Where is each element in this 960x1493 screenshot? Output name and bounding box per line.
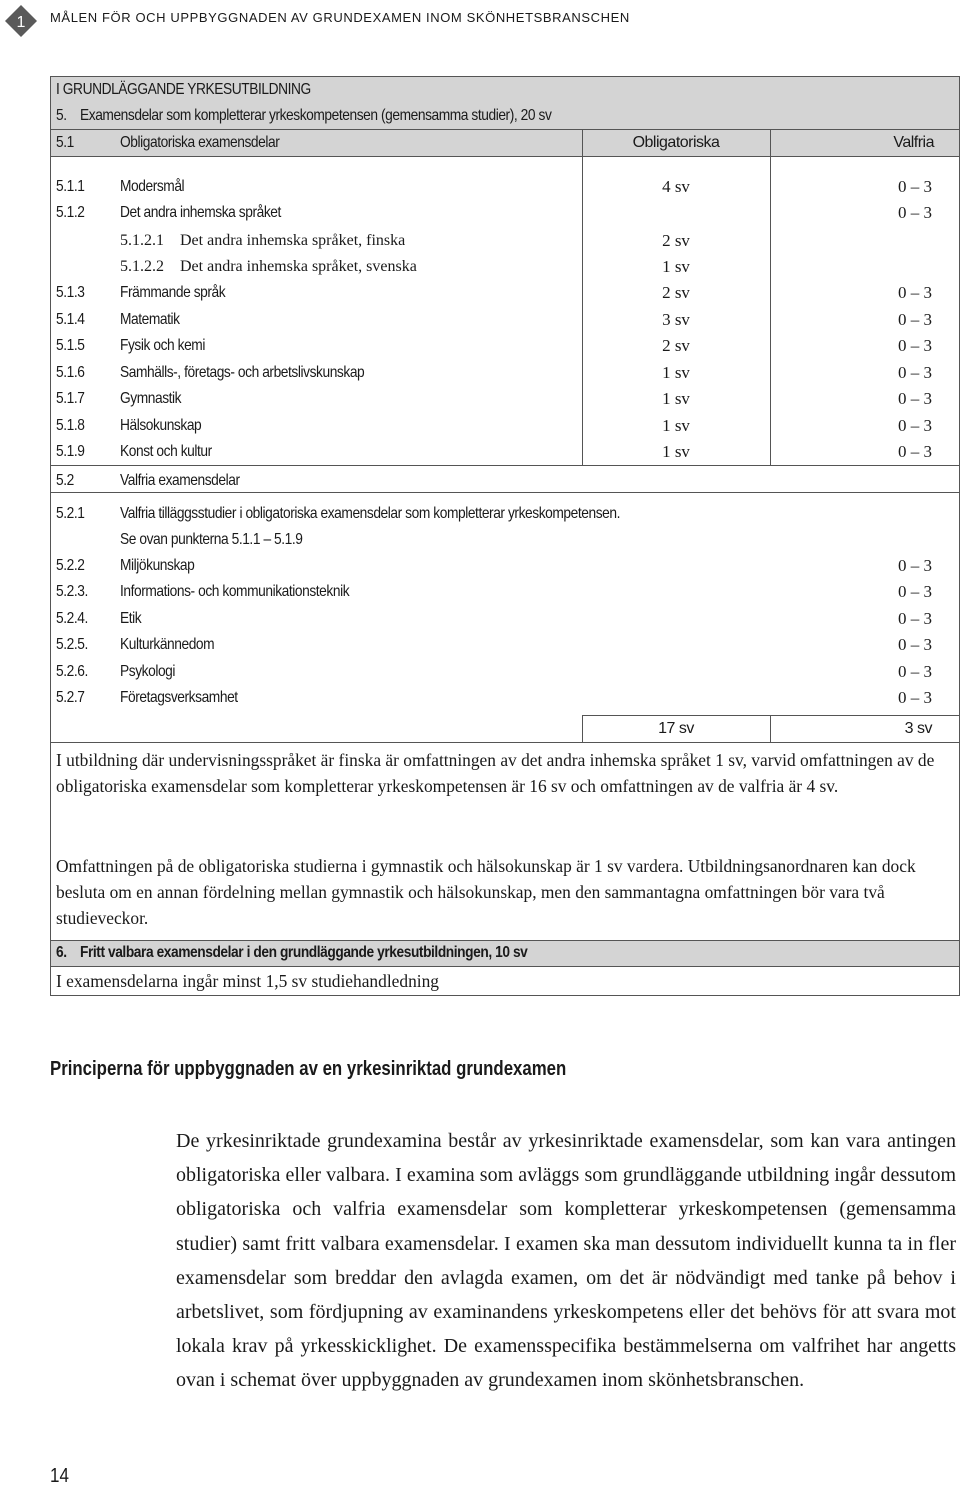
row-number: 5.1.4 [56, 311, 85, 328]
row-optional-value: 0 – 3 [898, 609, 932, 628]
row-obligatory-value: 2 sv [662, 336, 690, 355]
row-optional-value: 0 – 3 [898, 177, 932, 196]
total-obligatory: 17 sv [658, 720, 694, 737]
body-paragraph: De yrkesinriktade grundexamina består av yrkesinriktade examensdelar, som kan vara antingen obligatoriska eller valbara. I examina som avläggs som grundläggande utbildning ingår dessutom obligatoriska och valfria examensdelar som kompletterar yrkeskompetensen (gemensamma studier) samt fritt valbara examensdelar. I examen ska man dessutom individuellt kunna ta in fler examensdelar som breddar den avlagda examen, om det är nödvändigt med tanke på behov i arbetslivet, som fördjupning av examinandens yrkeskompetens eller det behövs för att svara mot lokala krav på yrkesskicklighet. De examensspecifika bestämmelserna om valfrihet har angetts ovan i schemat över uppbyggnaden av grundexamen inom skönhetsbranschen. [176, 1130, 956, 1392]
row-number: 5.2.7 [56, 689, 85, 706]
row-label: Etik [120, 610, 142, 627]
section6-label: Fritt valbara examensdelar i den grundläggande yrkesutbildningen, 10 sv [80, 944, 528, 961]
row-number: 5.1.2.2 [120, 258, 164, 275]
section5-number: 5. [56, 107, 67, 124]
section6-text: I examensdelarna ingår minst 1,5 sv studiehandledning [56, 971, 439, 991]
row-optional-value: 0 – 3 [898, 363, 932, 382]
row-number: 5.2.1 [56, 505, 85, 522]
row-number: 5.2.4. [56, 610, 88, 627]
row-optional-value: 0 – 3 [898, 416, 932, 435]
row-number: 5.1.3 [56, 284, 85, 301]
column-header-valfria: Valfria [893, 134, 934, 151]
row-label: Modersmål [120, 178, 185, 195]
running-header-title: MÅLEN FÖR OCH UPPBYGGNADEN AV GRUNDEXAMEN INOM SKÖNHETSBRANSCHEN [50, 10, 630, 25]
table-note-language: I utbildning där undervisningsspråket är finska är omfattningen av det andra inhemska språket 1 sv, varvid omfattningen av de obligatoriska examensdelar som kompletterar yrkeskompetensen är 16 sv och omfattningen av de valfria är 4 sv. [56, 750, 935, 796]
row-label: Kulturkännedom [120, 636, 215, 653]
row-label: Matematik [120, 311, 180, 328]
page-header [0, 0, 960, 44]
row-obligatory-value: 1 sv [662, 363, 690, 382]
row-optional-value: 0 – 3 [898, 582, 932, 601]
chapter-badge-icon [4, 4, 38, 38]
row-optional-value: 0 – 3 [898, 662, 932, 681]
column-header-obligatoriska: Obligatoriska [632, 134, 720, 151]
row-optional-value: 0 – 3 [898, 442, 932, 461]
section52-label: Valfria examensdelar [120, 472, 240, 489]
row-number: 5.1.9 [56, 443, 85, 460]
row-optional-value: 0 – 3 [898, 389, 932, 408]
section51-number: 5.1 [56, 134, 74, 151]
examination-structure-table [50, 76, 960, 996]
row-number: 5.1.8 [56, 417, 85, 434]
row-number: 5.2.5. [56, 636, 88, 653]
row-number: 5.1.1 [56, 178, 85, 195]
row-label: Valfria tilläggsstudier i obligatoriska examensdelar som kompletterar yrkeskompetensen. [120, 505, 620, 522]
row-optional-value: 0 – 3 [898, 283, 932, 302]
row-label: Fysik och kemi [120, 337, 205, 354]
row-obligatory-value: 3 sv [662, 310, 690, 329]
row-number: 5.2.6. [56, 663, 88, 680]
row-optional-value: 0 – 3 [898, 635, 932, 654]
row-obligatory-value: 1 sv [662, 257, 690, 276]
row-label: Det andra inhemska språket, svenska [180, 258, 417, 275]
row-number: 5.1.6 [56, 364, 85, 381]
row-number: 5.1.7 [56, 390, 85, 407]
row-label: Gymnastik [120, 390, 182, 407]
row-obligatory-value: 2 sv [662, 283, 690, 302]
row-label: Miljökunskap [120, 557, 195, 574]
row-label: Det andra inhemska språket [120, 204, 281, 221]
section51-label: Obligatoriska examensdelar [120, 134, 280, 151]
row-optional-value: 0 – 3 [898, 688, 932, 707]
row-obligatory-value: 1 sv [662, 416, 690, 435]
row-obligatory-value: 2 sv [662, 231, 690, 250]
row-label-continuation: Se ovan punkterna 5.1.1 – 5.1.9 [120, 531, 303, 548]
row-optional-value: 0 – 3 [898, 310, 932, 329]
row-obligatory-value: 4 sv [662, 177, 690, 196]
row-optional-value: 0 – 3 [898, 556, 932, 575]
row-label: Psykologi [120, 663, 176, 680]
row-number: 5.1.2.1 [120, 232, 164, 249]
row-label: Konst och kultur [120, 443, 212, 460]
row-obligatory-value: 1 sv [662, 389, 690, 408]
row-label: Det andra inhemska språket, finska [180, 232, 406, 249]
row-number: 5.2.2 [56, 557, 85, 574]
row-optional-value: 0 – 3 [898, 336, 932, 355]
section-heading: Principerna för uppbyggnaden av en yrkesinriktad grundexamen [50, 1058, 567, 1080]
row-obligatory-value: 1 sv [662, 442, 690, 461]
row-label: Främmande språk [120, 284, 226, 301]
table-heading: I GRUNDLÄGGANDE YRKESUTBILDNING [56, 81, 311, 98]
total-optional: 3 sv [904, 720, 932, 737]
row-optional-value: 0 – 3 [898, 203, 932, 222]
row-label: Samhälls-, företags- och arbetslivskunskap [120, 364, 365, 381]
page-number: 14 [50, 1465, 69, 1487]
chapter-number: 1 [16, 14, 26, 31]
section52-number: 5.2 [56, 472, 74, 489]
row-number: 5.1.2 [56, 204, 85, 221]
row-label: Företagsverksamhet [120, 689, 238, 706]
row-label: Informations- och kommunikationsteknik [120, 583, 350, 600]
row-number: 5.1.5 [56, 337, 85, 354]
row-number: 5.2.3. [56, 583, 88, 600]
section6-number: 6. [56, 944, 67, 961]
table-note-gymnastics: Omfattningen på de obligatoriska studierna i gymnastik och hälsokunskap är 1 sv vardera. Utbildningsanordnaren kan dock besluta om en annan fördelning mellan gymnastik och hälsokunskap, men den sammantagna omfattningen bör vara två studieveckor. [56, 856, 916, 928]
row-label: Hälsokunskap [120, 417, 202, 434]
section5-label: Examensdelar som kompletterar yrkeskompetensen (gemensamma studier), 20 sv [80, 107, 552, 124]
